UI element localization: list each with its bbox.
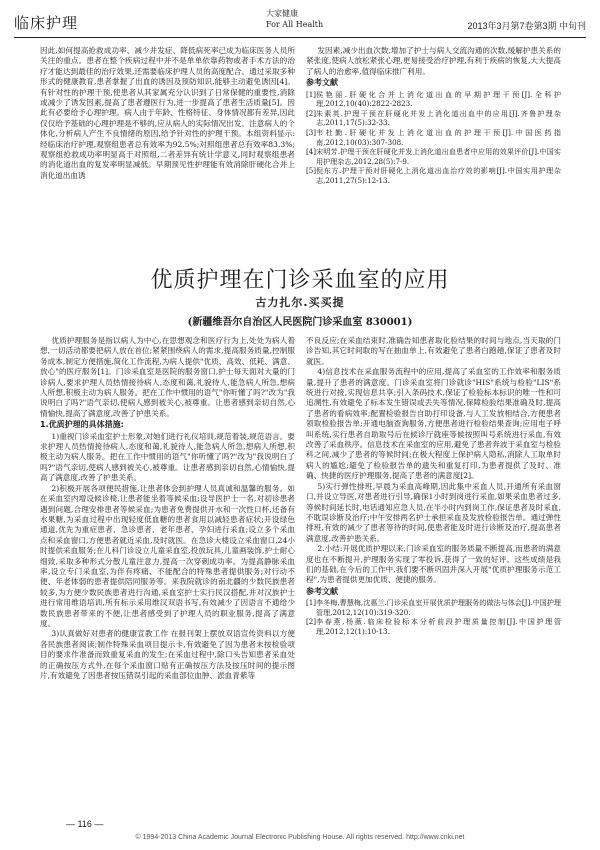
reference-item: [2] 朱素英.护理干预在肝硬化并发上消化道出血中的应用[J].齐鲁护理杂志,2011,17(5):32-33. (306, 108, 561, 128)
header-rule (14, 37, 586, 38)
paragraph: 2)积极开展各项便民措施,让患者体会到护理人员真诚和温馨的服务。如在采血室内增设候诊椅,让患者能坐着等候采血;设导医护士一名,对初诊患者遇到问题,合理安排患者等候采血;为患者免费提供开水和一次性口杯,还备有水果糖,为采血过程中出现轻度低血糖的患者食用以减轻患者症状;开设绿色通道,优先为重症患者、急诊患者、老年患者、孕妇进行采血;设立多个采血点和采血窗口,方便患者就近采血,及时就医。在急诊大楼设立采血窗口,24小时提供采血服务;在儿科门诊设立儿童采血室,投放玩具,儿童画装饰,护士耐心细致,采取多种形式分散儿童注意力,提高一次穿刺成功率。为提高静脉采血率,设立专门采血室,为伴有疼痛、不能配合的特殊患者提供服务;对行动不便、年老体弱的患者提供陪同服务等。来我院就诊的南北疆的少数民族患者较多,为方便少数民族患者进行沟通,采血室护士实行民汉搭配,并对汉族护士进行常用维语培训,所有标示采用维汉双语书写,有效减少了因语言不通给少数民族患者带来的不便,让患者感受到了护理人员的职业服务,提高了满意度。 (40, 483, 295, 628)
reference-item: [2] 李春燕,杨薇.临床检验标本分析前段护理质量控制[J].中国护理管理,2012,12(1):10-13. (306, 617, 561, 636)
article-authors: 古力扎尔.买买提 (255, 296, 345, 309)
copyright-footer: © 1994-2013 China Academic Journal Electronic Publishing House. All rights reserved. http://www.cnki.net (135, 834, 465, 841)
journal-name-en: For All Health (266, 20, 324, 29)
paragraph: 4)信息技术在采血服务流程中的应用,提高了采血室的工作效率和服务质量,提升了患者的满意度。门诊采血室将门诊就诊"HIS"系统与检验"LIS"系统进行对接,实现信息共享;引入条码技术,保证了检验标本标识的唯一性和可追溯性,有效避免了标本发生错误或丢失等情况,保障检验结果准确及时,提高了患者的看病效率;配置检验报告自助打印设备,与人工发放相结合,方便患者领取检验报告单;开通电脑查询服务,方便患者进行检验结果查询;应用电子呼叫系统,实行患者自助取号后在候诊厅就座等候按照叫号系统进行采血,有效改善了采血秩序。信息技术在采血室的应用,避免了患者奔波于采血室与检验科之间,减少了患者的等候时间;在极大程度上保护病人隐私,消除人工取单时病人的尴尬;避免了检验报告单的遗失和重复打印,为患者提供了及时、准确、快捷的医疗护理服务,提高了患者的满意度[2]。 (306, 367, 561, 481)
paragraph: 1)重视门诊采血室护士形象,对她们进行礼仪培训,规范着装,规范语言。要求护理人员热情接待病人,态度和蔼,礼貌待人,能急病人所急,想病人所想,积极主动为病人服务。把在工作中惯用的语气"你听懂了吗?"改为"我说明白了吗?"语气亲切,使病人感到被关心,被尊重。让患者感到亲切自然,心情愉快,提高了满意度,改善了护患关系。 (40, 431, 295, 483)
references-heading: 参考文献 (306, 78, 338, 88)
journal-name-cn: 大家健康 (266, 9, 298, 18)
journal-name (266, 8, 323, 30)
page-header (14, 6, 586, 36)
paragraph: 3)认真做好对患者的健康宣教工作 在报刊架上摆放双语宣传资料以方便各民族患者阅读;制作特殊采血项目提示卡,有效避免了因为患者未按检验项目的要求作准备而致重复采血的发生;在采血过程中,除口头告知患者采血处的正确按压方式外,在每个采血窗口贴有正确按压方法及按压时间的提示图片,有效避免了因患者按压错误引起的采血部位血肿、淤血青紫等 (40, 629, 295, 680)
reference-item: [1] 李冬梅,曹慧梅,沈惠兰.门诊采血室开展优质护理服务的做法与体会[J].中国护理管理,2012,12(10):319-320. (306, 598, 561, 617)
prev-article-left-column (40, 46, 295, 254)
paragraph: 2.小结:开展优质护理以来,门诊采血室的服务质量不断提高,而患者的满意度也在不断提升,护理服务实现了零投诉,获得了一致的好评。这些成绩是我们的基础,在今后的工作中,我们要不断巩固并深入开展"优质护理服务示范工程",为患者提供更加优质、便捷的服务。 (306, 544, 561, 585)
paragraph: 优质护理服务是指以病人为中心,在思想观念和医疗行为上,处处为病人着想,一切活动都要把病人放在首位;紧紧围绕病人的需求,提高服务质量,控制服务成本,制定方便措施,简化工作流程,为病人提供"优质、高效、低耗、满意、放心"的医疗服务[1]。门诊采血室是医院的服务窗口,护士每天面对大量的门诊病人,要求护理人员热情接待病人,态度和蔼,礼貌待人,能急病人所急,想病人所想,积极主动为病人服务。把在工作中惯用的语气"你听懂了吗?"改为"我说明白了吗?"语气亲切,使病人感到被关心,被尊重。让患者感到亲切自然,心情愉快,提高了满意度,改善了护患关系。 (40, 336, 295, 418)
page-number: — 116 — (66, 819, 104, 829)
article-right-column (306, 336, 561, 814)
section-heading: 1.优质护理的具体措施: (40, 420, 124, 430)
reference-item: [1] 侯艳丽.肝硬化合并上消化道出血的早期护理干预[J].全科护理,2012,10(40):2822-2823. (306, 89, 561, 109)
reference-item: [4] 宋明芳.护理干预在肝硬化并发上消化道出血患者中应用的效果评价[J].中国实用护理杂志,2012,28(5):7-9. (306, 147, 561, 166)
paragraph: 5)实行弹性排班,早晨为采血高峰期,因此集中采血人员,开通所有采血窗口,并设立导医,对患者进行引导,确保1小时到岗进行采血,如果采血患者过多,等候时间延长时,电话通知应急人员,在半小时内到岗工作,保证患者及时采血,不耽误诊断及治疗;中午安排两名护士承担采血及发放检验报告单。通过弹性排班,有效的减少了患者等待的时间,使患者能及时进行诊断及治疗,提高患者满意度,改善护患关系。 (306, 481, 561, 543)
issue-info: 2013年3月第7卷第3期 中旬刊 (467, 21, 586, 31)
reference-item: [3] 韦杜勤.肝硬化并发上消化道出血的护理干预[J].中国医药指南,2012,10(03):307-308. (306, 128, 561, 147)
paragraph: 不良反应;在采血结束时,准确告知患者取化验结果的时间与地点,当天取的门诊告知,其它时间取的写在抽血单上,有效避免了患者白跑趟,保证了患者及时就医。 (306, 336, 561, 366)
references-heading: 参考文献 (306, 586, 338, 596)
article-left-column (40, 336, 295, 814)
article-title: 优质护理在门诊采血室的应用 (150, 268, 450, 293)
journal-section-title: 临床护理 (14, 14, 79, 32)
paragraph: 因此,如何提高抢救成功率、减少并发症、降低病死率已成为临床医务人员所关注的重点。患者在整个疾病过程中并不是单单依靠药物或者手术方法的治疗才能达到最佳的治疗效果,还需要临床护理人员的高度配合。通过采取多种形式的健康教育,患者掌握了出血的诱因及预防知识,能够主动避免诱因[4]。有针对性的护理干预,使患者从其家属充分认识到了日常保健的重要性,消除或减少了诱发因素,提高了患者遵医行为,进一步提高了患者生活质量[5]。因此有必要给予心理护理。病人由于年龄、性格特征、身体情况都有差异,因此仅仅给予基础的心理护理是不够的,应从病人的实际情况出发。注意病人的个体化,分析病人产生不良情绪的原因,给予针对性的护理干预。本组资料显示:经临床治疗护理,观察组患者总有效率为92.5%;对照组患者总有效率83.3%;观察组抢救成功率明显高于对照组,二者差异有统计学意义,同时观察组患者的消化道出血的复发率明显减低。早期预见性护理能有效消除肝硬化合并上消化道出血诱 (40, 46, 295, 180)
reference-item: [5] 倪东方.护理干预对肝硬化上消化道出血治疗效的影响[J].中国实用护理杂志,2011,27(5):12-13. (306, 166, 561, 185)
paragraph: 发因素,减少出血次数,增加了护士与病人交流沟通的次数,缓解护患关系的紧张度,使病人放松紧张心理,更易接受治疗护理,有利于疾病的恢复,大大提高了病人的治愈率,值得临床推广利用。 (306, 46, 561, 76)
article-affiliation: (新疆维吾尔自治区人民医院门诊采血室 830001) (187, 317, 413, 328)
prev-article-right-column (306, 46, 561, 254)
